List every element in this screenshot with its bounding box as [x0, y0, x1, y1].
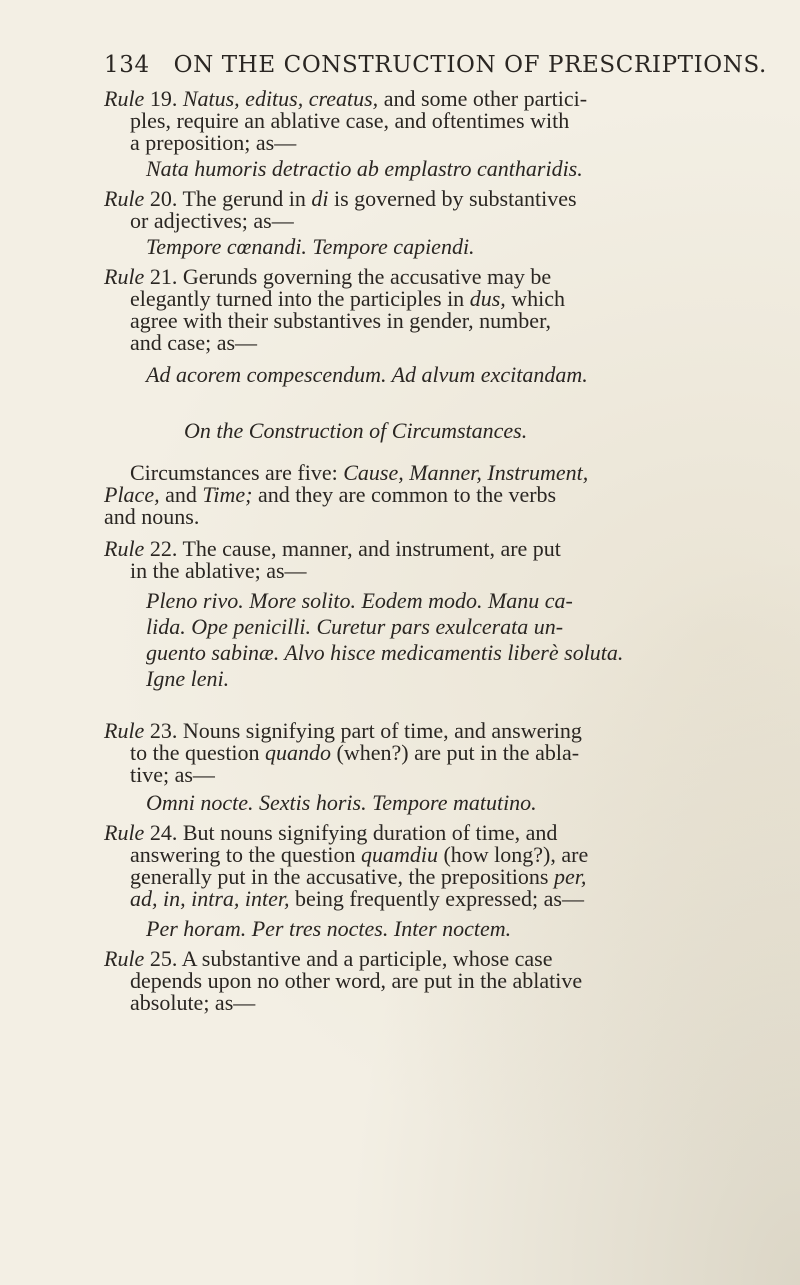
rule-23-term: quando [265, 740, 332, 765]
rule-24-prepositions: ad, in, intra, inter, [130, 886, 290, 911]
rule-20-line-2: or adjectives; as— [130, 208, 294, 233]
rule-22-example-4: Igne leni. [146, 666, 230, 691]
rule-21-line-2b: which [511, 286, 566, 311]
rule-21-line-1: Gerunds governing the accusative may be [182, 264, 552, 289]
rule-24-label: Rule [104, 820, 145, 845]
rule-23-number: 23. [149, 718, 178, 743]
rule-20-label: Rule [104, 186, 145, 211]
rule-23-line-3: tive; as— [130, 762, 215, 787]
rule-19-line-1: and some other partici- [383, 86, 588, 111]
rule-24-line-2b: (how long?), are [443, 842, 589, 867]
rule-25-number: 25. [149, 946, 178, 971]
circumstances-line-3: and nouns. [104, 504, 200, 529]
rule-24-line-1: But nouns signifying duration of time, and [182, 820, 558, 845]
rule-20-term: di [311, 186, 329, 211]
rule-24-line-3a: generally put in the accusative, the prepositions [130, 864, 549, 889]
circumstances-paragraph [104, 462, 588, 528]
rule-24 [104, 822, 588, 910]
rule-22-line-2: in the ablative; as— [130, 558, 307, 583]
circumstances-time: Time; [202, 482, 253, 507]
rule-21-line-2a: elegantly turned into the participles in [130, 286, 465, 311]
section-heading: On the Construction of Circumstances. [184, 418, 528, 443]
rule-21-term: dus, [469, 286, 506, 311]
rule-25-label: Rule [104, 946, 145, 971]
rule-21-line-3: agree with their substantives in gender, number, [130, 308, 552, 333]
circumstances-and: and [165, 482, 197, 507]
rule-21-example: Ad acorem compescendum. Ad alvum excitandam. [146, 362, 588, 387]
rule-20-text-b: is governed by substantives [333, 186, 577, 211]
rule-20-example: Tempore cœnandi. Tempore capiendi. [146, 234, 475, 259]
rule-21-label: Rule [104, 264, 145, 289]
rule-19-line-3: a preposition; as— [130, 130, 297, 155]
running-header [104, 52, 767, 78]
rule-20-number: 20. [149, 186, 178, 211]
rule-22-example-3: guento sabinæ. Alvo hisce medicamentis liberè soluta. [146, 640, 624, 665]
rule-22-example-2: lida. Ope penicilli. Curetur pars exulcerata un- [146, 614, 564, 639]
rule-24-line-4b: being frequently expressed; as— [295, 886, 584, 911]
rule-22-line-1: The cause, manner, and instrument, are put [182, 536, 561, 561]
rule-19-example: Nata humoris detractio ab emplastro cantharidis. [146, 156, 583, 181]
rule-23-label: Rule [104, 718, 145, 743]
circumstances-terms: Cause, Manner, Instrument, [343, 460, 589, 485]
rule-23-line-2a: to the question [130, 740, 260, 765]
rule-22-number: 22. [149, 536, 178, 561]
rule-25-line-3: absolute; as— [130, 990, 256, 1015]
rule-20 [104, 188, 577, 232]
rule-25-line-1: A substantive and a participle, whose case [181, 946, 553, 971]
rule-23 [104, 720, 582, 786]
rule-21-line-4: and case; as— [130, 330, 258, 355]
rule-22-label: Rule [104, 536, 145, 561]
circumstances-text-c: and they are common to the verbs [257, 482, 557, 507]
rule-21 [104, 266, 565, 354]
rule-20-text-a: The gerund in [182, 186, 306, 211]
rule-25-line-2: depends upon no other word, are put in the ablative [130, 968, 583, 993]
rule-19 [104, 88, 587, 154]
circumstances-text-a: Circumstances are five: [130, 460, 338, 485]
rule-22-examples [146, 590, 623, 690]
page-number: 134 [104, 52, 150, 78]
rule-24-example: Per horam. Per tres noctes. Inter noctem. [146, 916, 512, 941]
rule-23-line-2b: (when?) are put in the abla- [336, 740, 580, 765]
rule-25 [104, 948, 582, 1014]
rule-24-number: 24. [149, 820, 178, 845]
rule-22-example-1: Pleno rivo. More solito. Eodem modo. Manu ca- [146, 588, 573, 613]
rule-24-line-2a: answering to the question [130, 842, 356, 867]
rule-24-term: quamdiu [360, 842, 438, 867]
rule-22 [104, 538, 561, 582]
rule-19-label: Rule [104, 86, 145, 111]
running-title: ON THE CONSTRUCTION OF PRESCRIPTIONS. [173, 52, 767, 78]
rule-24-per: per, [553, 864, 587, 889]
circumstances-place: Place, [104, 482, 160, 507]
rule-23-example: Omni nocte. Sextis horis. Tempore matutino. [146, 790, 537, 815]
rule-19-number: 19. [149, 86, 178, 111]
rule-23-line-1: Nouns signifying part of time, and answering [182, 718, 582, 743]
rule-19-line-2: ples, require an ablative case, and oftentimes with [130, 108, 570, 133]
rule-21-number: 21. [149, 264, 178, 289]
rule-19-terms: Natus, editus, creatus, [182, 86, 379, 111]
